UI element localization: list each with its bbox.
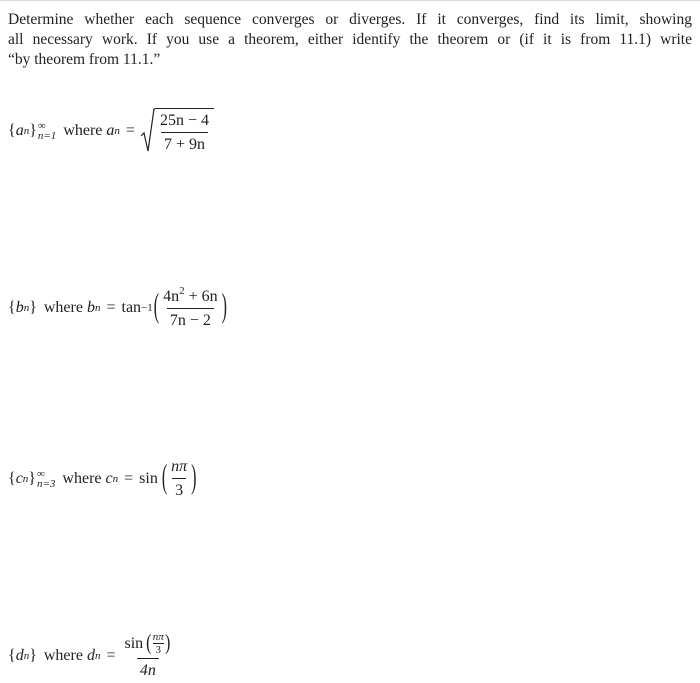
function-name: tan — [121, 298, 142, 316]
numerator-exponent: 2 — [179, 285, 185, 297]
right-paren: ) — [191, 460, 197, 496]
seq-var: a — [15, 122, 24, 139]
left-paren: ( — [146, 631, 152, 656]
problem-c — [8, 458, 198, 500]
seq-idx: n — [22, 473, 29, 485]
where-word: where — [63, 122, 103, 139]
fraction — [160, 285, 221, 330]
equals-sign: = — [124, 470, 134, 487]
upper-limit: ∞ — [37, 120, 46, 132]
seq-var: d — [15, 647, 24, 664]
inner-denominator: 3 — [153, 643, 165, 656]
set-open-brace: { — [8, 470, 16, 487]
instructions — [8, 10, 692, 70]
set-open-brace: { — [8, 647, 16, 664]
denominator: 7 + 9n — [161, 132, 208, 154]
lower-limit: n=1 — [37, 130, 57, 142]
radical-sign-icon — [141, 108, 155, 154]
set-close-brace: } — [28, 470, 36, 487]
upper-limit: ∞ — [36, 468, 45, 480]
lhs-var: c — [105, 470, 113, 487]
numerator — [122, 632, 175, 658]
numerator — [160, 285, 221, 308]
lhs-idx: n — [94, 301, 101, 314]
numerator: nπ — [171, 458, 188, 475]
inner-numerator: nπ — [152, 631, 164, 643]
instructions-line-2: all necessary work. If you use a theorem, either identify the theorem or (if it is from 11.1) write — [8, 31, 692, 48]
where-word: where — [62, 470, 102, 487]
lhs-var: a — [106, 122, 115, 139]
set-close-brace: } — [29, 298, 37, 316]
seq-idx: n — [23, 125, 30, 137]
problem-a — [8, 108, 214, 154]
where-word: where — [43, 647, 83, 664]
numerator-term-2: + 6n — [184, 288, 218, 305]
seq-idx: n — [23, 301, 30, 314]
lhs-idx: n — [94, 650, 101, 662]
lhs-idx: n — [114, 125, 120, 137]
function-name: sin — [124, 635, 144, 652]
lhs-var: d — [86, 647, 95, 664]
fraction — [168, 458, 190, 500]
seq-var: c — [15, 470, 23, 487]
radicand — [155, 108, 214, 154]
lhs-var: b — [86, 298, 95, 316]
left-paren: ( — [153, 288, 160, 325]
equals-sign: = — [106, 298, 116, 316]
set-open-brace: { — [8, 122, 16, 139]
lhs-idx: n — [112, 473, 119, 485]
fraction — [122, 632, 175, 680]
problem-d — [8, 632, 174, 680]
index-range — [38, 121, 56, 141]
instructions-line-1: Determine whether each sequence converges or diverges. If it converges, find its limit, showing — [8, 11, 692, 28]
instructions-line-3: “by theorem from 11.1.” — [8, 51, 161, 68]
square-root — [141, 108, 214, 154]
set-close-brace: } — [29, 122, 37, 139]
function-name: sin — [139, 470, 158, 487]
right-paren: ) — [165, 631, 171, 656]
numerator: 25n − 4 — [159, 112, 209, 129]
inner-fraction — [153, 632, 165, 656]
index-range — [37, 469, 55, 489]
right-paren: ) — [221, 288, 227, 325]
denominator: 4n — [137, 658, 159, 680]
seq-var: b — [15, 298, 24, 316]
left-paren: ( — [161, 460, 168, 496]
denominator: 3 — [172, 478, 186, 500]
seq-idx: n — [23, 650, 30, 662]
set-close-brace: } — [29, 647, 37, 664]
where-word: where — [43, 298, 83, 316]
fraction — [157, 112, 212, 154]
numerator-term-1: 4n — [163, 288, 180, 305]
denominator: 7n − 2 — [167, 308, 214, 330]
equals-sign: = — [106, 647, 116, 664]
problem-b — [8, 285, 228, 330]
set-open-brace: { — [8, 298, 16, 316]
function-exponent: −1 — [141, 301, 153, 314]
equals-sign: = — [125, 122, 135, 139]
top-divider — [0, 0, 700, 1]
lower-limit: n=3 — [36, 478, 56, 490]
